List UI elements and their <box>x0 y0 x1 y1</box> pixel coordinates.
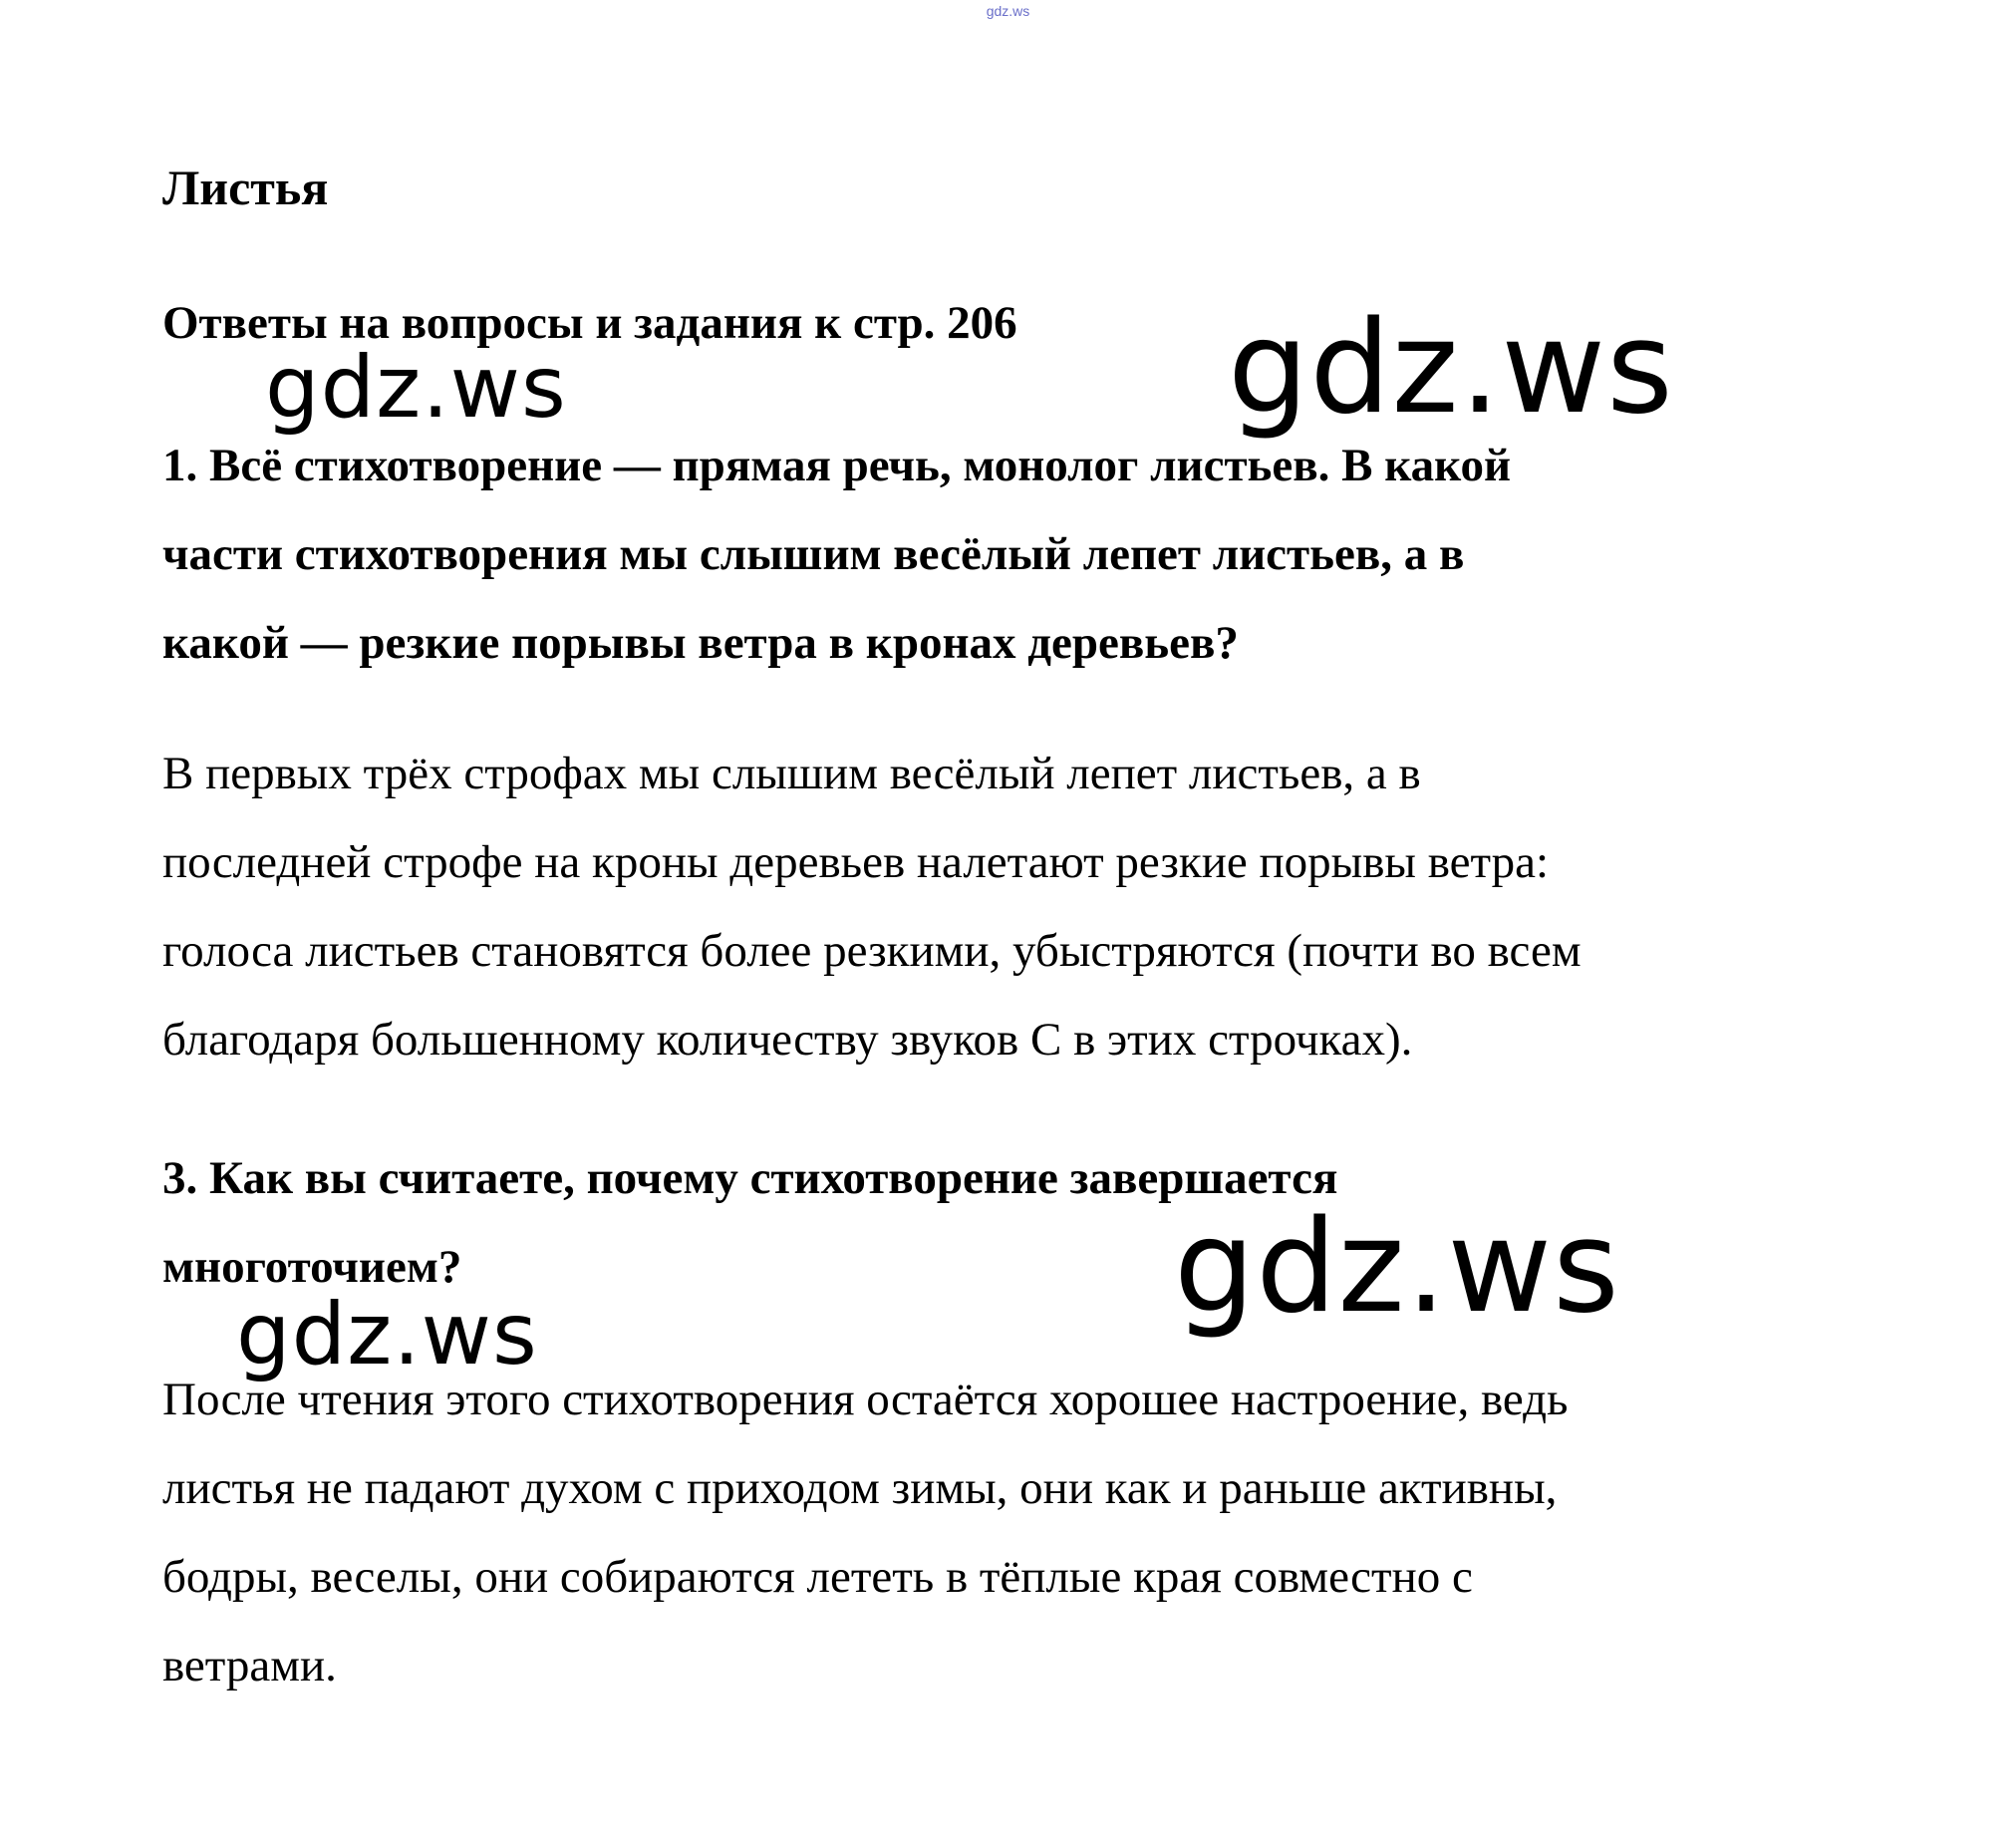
answer-1 <box>162 730 1956 1084</box>
page-title: Листья <box>162 159 329 215</box>
top-watermark-link[interactable]: gdz.ws <box>986 3 1030 19</box>
answer-3-line: ветрами. <box>162 1640 337 1691</box>
answer-3-line: бодры, веселы, они собираются лететь в тёплые края совместно с <box>162 1551 1473 1603</box>
answer-1-line: В первых трёх строфах мы слышим весёлый лепет листьев, а в <box>162 748 1421 799</box>
answer-3 <box>162 1356 1956 1710</box>
answer-1-line: последней строфе на кроны деревьев налетают резкие порывы ветра: <box>162 836 1550 888</box>
question-1-line: какой — резкие порывы ветра в кронах деревьев? <box>162 617 1239 669</box>
question-1 <box>162 422 1956 688</box>
question-3-line: 3. Как вы считаете, почему стихотворение завершается <box>162 1152 1338 1204</box>
watermark: gdz.ws <box>1228 294 1674 443</box>
answer-3-line: листья не падают духом с приходом зимы, они как и раньше активны, <box>162 1462 1558 1514</box>
answer-1-line: голоса листьев становятся более резкими, убыстряются (почти во всем <box>162 925 1582 977</box>
answer-3-line: После чтения этого стихотворения остаётся хорошее настроение, ведь <box>162 1374 1569 1425</box>
question-1-line: 1. Всё стихотворение — прямая речь, монолог листьев. В какой <box>162 440 1512 491</box>
watermark: gdz.ws <box>1174 1193 1620 1342</box>
section-subtitle: Ответы на вопросы и задания к стр. 206 <box>162 297 1017 349</box>
question-1-line: части стихотворения мы слышим весёлый лепет листьев, а в <box>162 528 1465 580</box>
question-3-line: многоточием? <box>162 1241 462 1293</box>
watermark: gdz.ws <box>265 338 567 438</box>
answer-1-line: благодаря большенному количеству звуков С в этих строчках). <box>162 1014 1413 1066</box>
watermark: gdz.ws <box>236 1285 538 1384</box>
